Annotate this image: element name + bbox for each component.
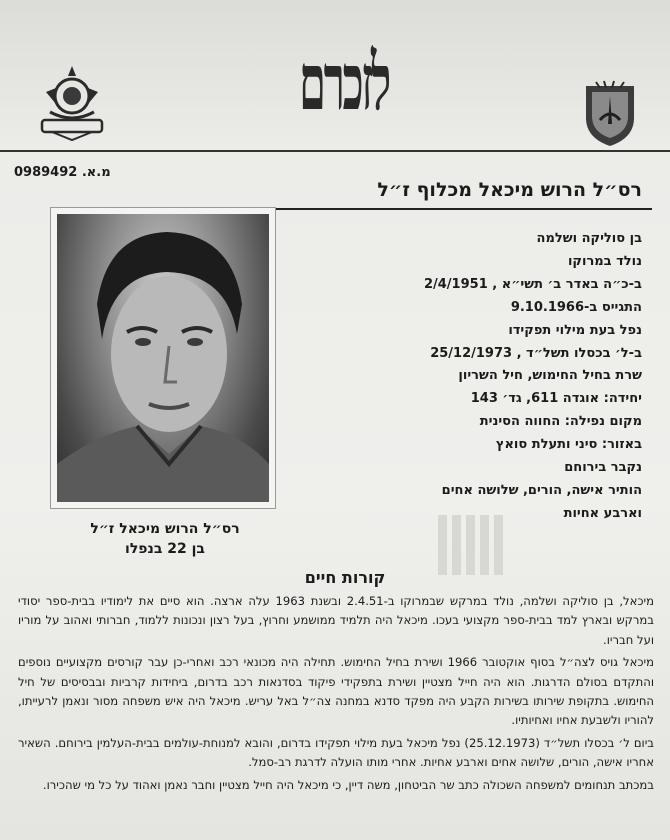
- idf-emblem-icon: [582, 80, 638, 148]
- corps-emblem-icon: [32, 62, 112, 142]
- bio-paragraph: במכתב תנחומים למשפחה השכולה כתב שר הביטחון, משה דיין, כי מיכאל היה חייל מצטיין וחבר נאמן ואהוד על כל מי שהכירו.: [42, 777, 654, 792]
- detail-birth-date: ב-כ״ה באדר ב׳ תשי״א , 2/4/1951: [423, 276, 642, 292]
- detail-fell: נפל בעת מילוי תפקידו: [508, 322, 642, 338]
- soldier-name-heading: רס״ל הרוש מיכאל מכלוף ז״ל: [377, 179, 642, 201]
- page-header: [0, 0, 670, 152]
- detail-birthplace: נולד במרוקו: [567, 253, 642, 269]
- service-number: מ.א. 0989492: [14, 165, 111, 180]
- detail-burial: נקבר בירוחם: [564, 460, 642, 476]
- detail-parents: בן סוליקה ושלמה: [536, 231, 642, 246]
- portrait-frame: [50, 207, 276, 509]
- bio-paragraph: ביום ל׳ בכסלו תשל״ד (25.12.1973) נפל מיכאל בעת מילוי תפקידו בדרום, והובא למנוחת-עולמים בבית-העלמין בירוחם. השאיר אחריו אישה, הורים, שלושה אחים וארבע אחיות. אחרי מותו הועלה לדרגת רב-סמל.: [18, 735, 654, 770]
- details-list: [302, 228, 642, 526]
- detail-enlisted: התגייס ב-9.10.1966: [510, 299, 642, 315]
- page-title: לזכרם: [299, 37, 389, 128]
- bio-paragraph: מיכאל, בן סוליקה ושלמה, נולד במרקש שבמרוקו ב-2.4.51 ובשנת 1963 עלה ארצה. הוא סיים את לימודיו בבית-ספר יסודי במרקש ובארץ למד בבית-ספר מקצועי בעכו. מיכאל היה תלמיד ממושמע וחרוץ, בעל רצון ונכונות ללמוד, חברותי ואהוב על מוריו ועל חבריו.: [18, 594, 654, 647]
- caption-age: בן 22 בנפלו: [125, 541, 205, 557]
- bio-paragraph: מיכאל גויס לצה״ל בסוף אוקטובר 1966 ושירת בחיל החימוש. תחילה היה מכונאי רכב ואחרי-כן עבר קורסים מקצועיים נוספים והתקדם בסולם הדרגות. הוא היה חייל מצטיין ושירת בתפקידי פיקוד בסדנאות רכב בדרום, ביחידות קרביות ובבסיסים של חיל החימוש. בתקופת שירותו בשירות הקבע היה מפקד סדנא במחנה צה״ל באל עריש. מיכאל היה איש משפחה מסור ונאמן לרעייתו, להוריו ולשבעת אחיו ואחיותיו.: [18, 655, 654, 728]
- detail-region: באזור: סיני ותעלת סואץ: [495, 437, 642, 453]
- detail-place-fell: מקום נפילה: החווה הסינית: [479, 414, 642, 430]
- portrait-photo: [57, 214, 269, 502]
- portrait-caption: [60, 519, 270, 559]
- detail-service: שרת בחיל החימוש, חיל השריון: [458, 368, 642, 384]
- decorative-bars: [438, 515, 502, 575]
- detail-survivors-cont: וארבע אחיות: [563, 505, 642, 521]
- detail-death-date: ב-ל׳ בכסלו תשל״ד , 25/12/1973: [430, 345, 642, 361]
- detail-survivors: הותיר אישה, הורים, שלושה אחים: [441, 482, 642, 498]
- caption-name: רס״ל הרוש מיכאל ז״ל: [90, 521, 240, 537]
- biography-title: קורות חיים: [304, 568, 386, 587]
- detail-unit: יחידה: אוגדה 611, גד׳ 143: [470, 391, 642, 407]
- biography-text: [18, 592, 654, 795]
- heading-divider: [226, 208, 652, 210]
